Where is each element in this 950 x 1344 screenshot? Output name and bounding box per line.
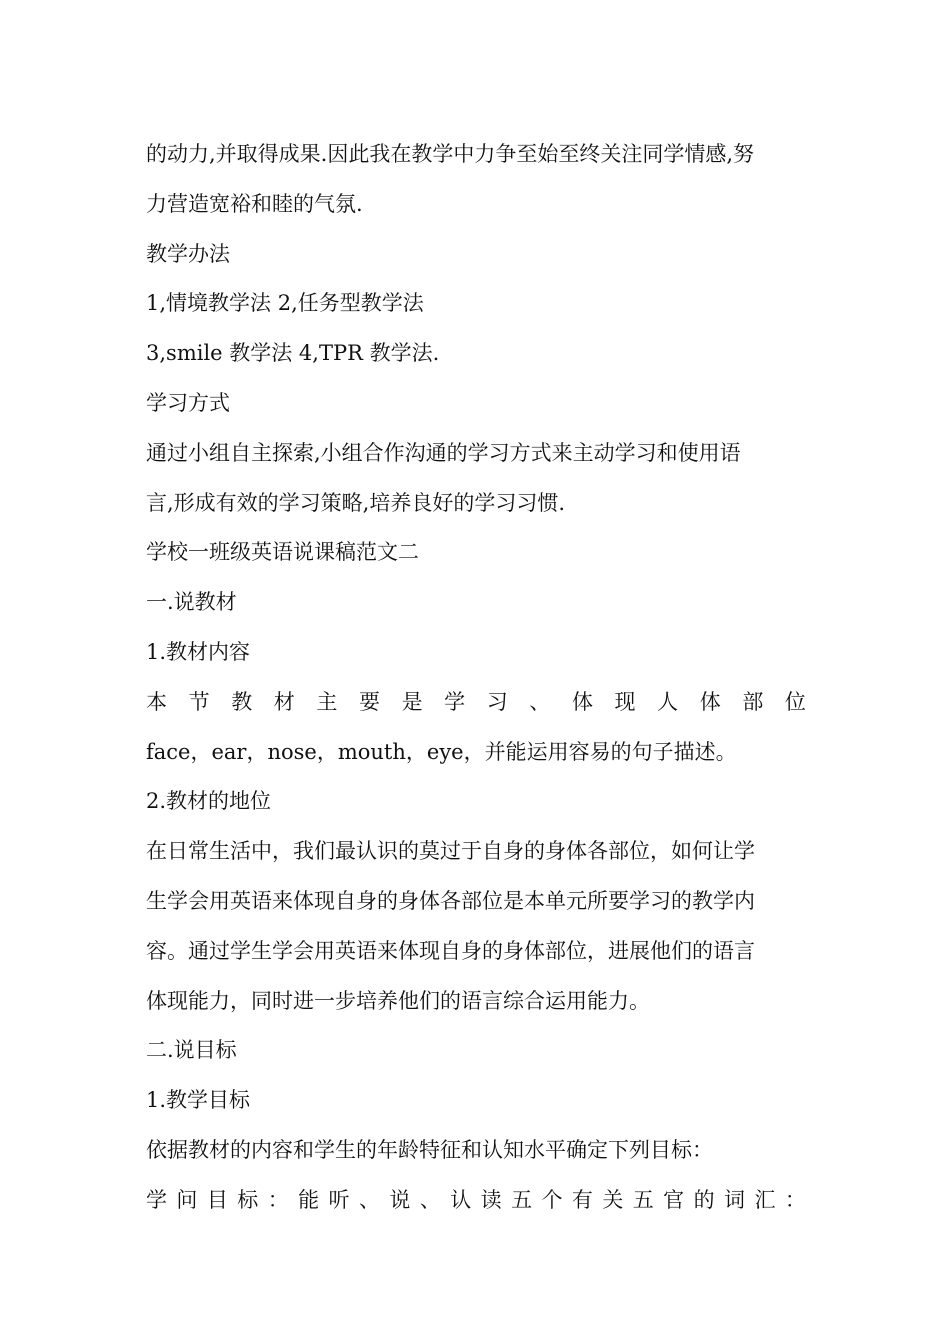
char: 、	[419, 1187, 441, 1212]
char: 词	[724, 1187, 746, 1212]
char: 五	[632, 1187, 654, 1212]
char: 人	[657, 689, 679, 714]
text-line: 3,smile 教学法 4,TPR 教学法.	[146, 341, 440, 366]
justified-text-line	[146, 678, 806, 728]
text-line: 通过小组自主探索,小组合作沟通的学习方式来主动学习和使用语	[146, 440, 741, 465]
char: 学	[146, 1187, 167, 1212]
subsection-heading: 1.教材内容	[146, 639, 251, 664]
char: 体	[571, 689, 593, 714]
char: 体	[699, 689, 721, 714]
char: 说	[389, 1187, 411, 1212]
char: 能	[298, 1187, 320, 1212]
justified-text-line	[146, 1176, 806, 1226]
char: 本	[146, 689, 167, 714]
section-heading: 学习方式	[146, 390, 230, 415]
document-title: 学校一班级英语说课稿范文二	[146, 540, 419, 565]
char: 习	[486, 689, 508, 714]
char: 问	[176, 1187, 198, 1212]
section-heading: 一.说教材	[146, 590, 237, 615]
text-line: 力营造宽裕和睦的气氛.	[146, 191, 363, 216]
text-line: 生学会用英语来体现自身的身体各部位是本单元所要学习的教学内	[146, 888, 755, 913]
subsection-heading: 2.教材的地位	[146, 789, 272, 814]
char: 五	[511, 1187, 533, 1212]
char: 有	[571, 1187, 593, 1212]
text-line: 依据教材的内容和学生的年龄特征和认知水平确定下列目标：	[146, 1137, 713, 1162]
char: 要	[358, 689, 380, 714]
char: 教	[231, 689, 253, 714]
char: 汇	[754, 1187, 776, 1212]
char: 听	[328, 1187, 350, 1212]
document-page	[146, 130, 806, 1226]
text-line: 在日常生活中，我们最认识的莫过于自身的身体各部位，如何让学	[146, 839, 755, 864]
char: ：	[784, 1187, 806, 1212]
char: 节	[188, 689, 210, 714]
char: 读	[480, 1187, 502, 1212]
text-line: face，ear，nose，mouth，eye，并能运用容易的句子描述。	[146, 739, 737, 764]
section-heading: 二.说目标	[146, 1038, 237, 1063]
text-line: 言,形成有效的学习策略,培养良好的学习习惯.	[146, 490, 566, 515]
text-line: 容。通过学生学会用英语来体现自身的身体部位，进展他们的语言	[146, 938, 755, 963]
char: 学	[444, 689, 466, 714]
char: 位	[784, 689, 806, 714]
char: 目	[206, 1187, 228, 1212]
text-line: 的动力,并取得成果.因此我在教学中力争至始至终关注同学情感,努	[146, 142, 755, 166]
char: 标	[237, 1187, 259, 1212]
char: 现	[614, 689, 636, 714]
char: 部	[742, 689, 764, 714]
char: 官	[663, 1187, 685, 1212]
subsection-heading: 1.教学目标	[146, 1088, 251, 1113]
char: 主	[316, 689, 338, 714]
char: 、	[529, 689, 551, 714]
char: 个	[541, 1187, 563, 1212]
text-line: 1,情境教学法 2,任务型教学法	[146, 291, 424, 316]
char: 关	[602, 1187, 624, 1212]
char: 是	[401, 689, 423, 714]
section-heading: 教学办法	[146, 241, 230, 266]
char: ：	[267, 1187, 289, 1212]
text-line: 体现能力，同时进一步培养他们的语言综合运用能力。	[146, 988, 650, 1013]
char: 材	[273, 689, 295, 714]
char: 认	[450, 1187, 472, 1212]
char: 、	[358, 1187, 380, 1212]
char: 的	[693, 1187, 715, 1212]
